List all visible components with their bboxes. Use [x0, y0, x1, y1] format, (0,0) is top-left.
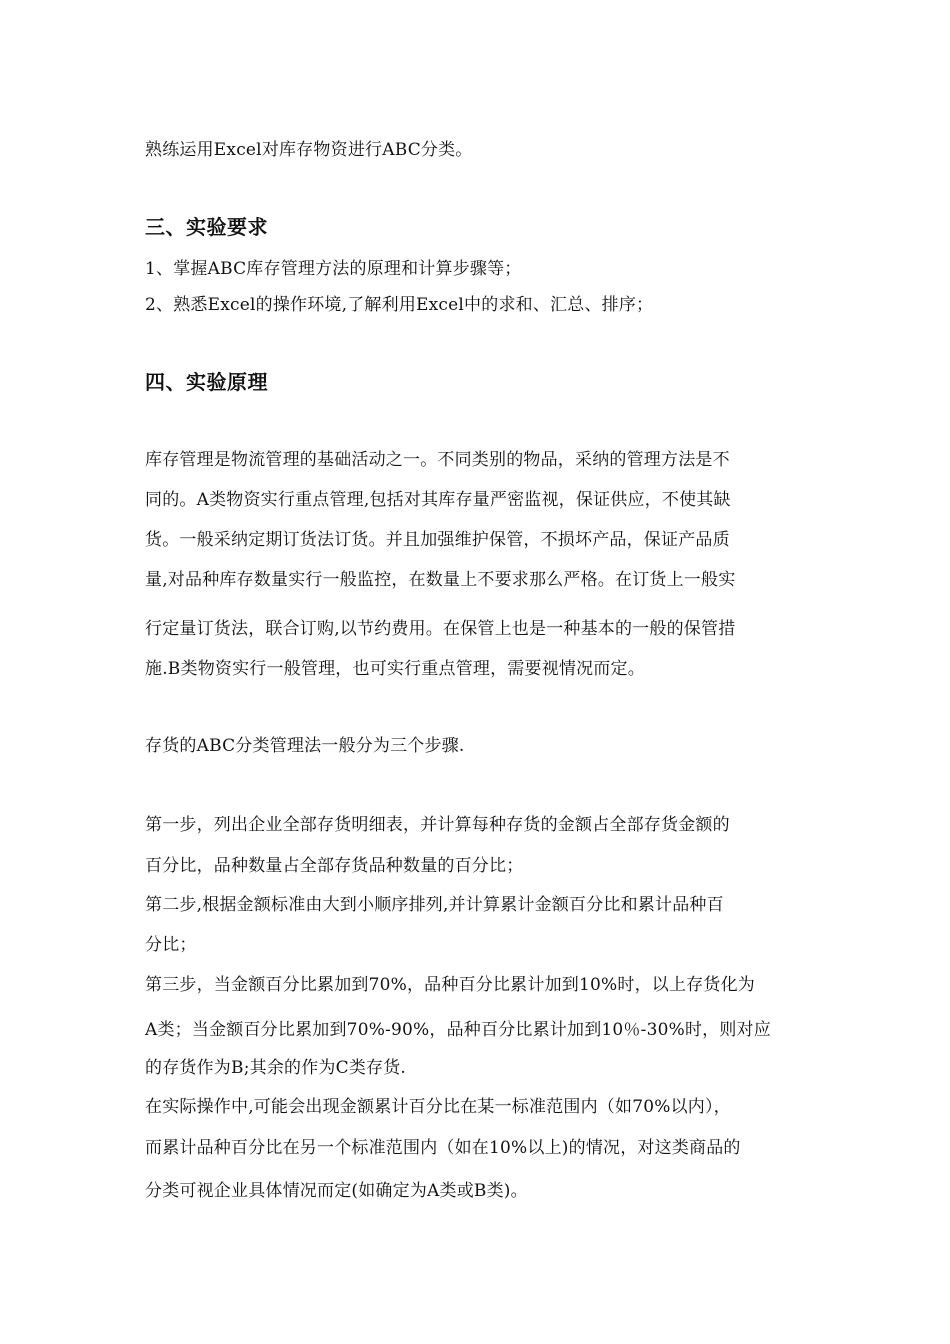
section-heading-requirements: 三、实验要求: [145, 215, 268, 239]
paragraph-line: 施.B类物资实行一般管理，也可实行重点管理，需要视情况而定。: [145, 659, 645, 679]
section-heading-principle: 四、实验原理: [145, 370, 268, 394]
paragraph-line: 同的。A类物资实行重点管理,包括对其库存量严密监视，保证供应，不使其缺: [145, 490, 731, 510]
step-line: 第二步,根据金额标准由大到小顺序排列,并计算累计金额百分比和累计品种百: [145, 895, 724, 915]
paragraph-line: 库存管理是物流管理的基础活动之一。不同类别的物品，采纳的管理方法是不: [145, 450, 730, 470]
step-line: 百分比，品种数量占全部存货品种数量的百分比；: [145, 856, 524, 876]
intro-line: 熟练运用Excel对库存物资进行ABC分类。: [145, 140, 473, 160]
step-line: 的存货作为B;其余的作为C类存货.: [145, 1058, 407, 1078]
step-line: A类；当金额百分比累加到70%-90%，品种百分比累计加到10％-30%时，则对应: [145, 1020, 771, 1040]
paragraph-line: 行定量订货法，联合订购,以节约费用。在保管上也是一种基本的一般的保管措: [145, 619, 736, 639]
step-line: 第一步，列出企业全部存货明细表，并计算每种存货的金额占全部存货金额的: [145, 815, 730, 835]
requirement-item: 1、掌握ABC库存管理方法的原理和计算步骤等；: [145, 259, 522, 279]
paragraph-line: 货。一般采纳定期订货法订货。并且加强维护保管，不损坏产品，保证产品质: [145, 530, 730, 550]
step-line: 分类可视企业具体情况而定(如确定为A类或B类)。: [145, 1181, 528, 1201]
paragraph-line: 存货的ABC分类管理法一般分为三个步骤.: [145, 736, 465, 756]
step-line: 在实际操作中,可能会出现金额累计百分比在某一标准范围内（如70%以内），: [145, 1097, 731, 1117]
paragraph-line: 量,对品种库存数量实行一般监控，在数量上不要求那么严格。在订货上一般实: [145, 570, 736, 590]
step-line: 分比；: [145, 935, 197, 955]
requirement-item: 2、熟悉Excel的操作环境,了解利用Excel中的求和、汇总、排序；: [145, 295, 654, 315]
step-line: 第三步，当金额百分比累加到70%，品种百分比累计加到10%时，以上存货化为: [145, 975, 755, 995]
step-line: 而累计品种百分比在另一个标准范围内（如在10%以上)的情况，对这类商品的: [145, 1138, 741, 1158]
